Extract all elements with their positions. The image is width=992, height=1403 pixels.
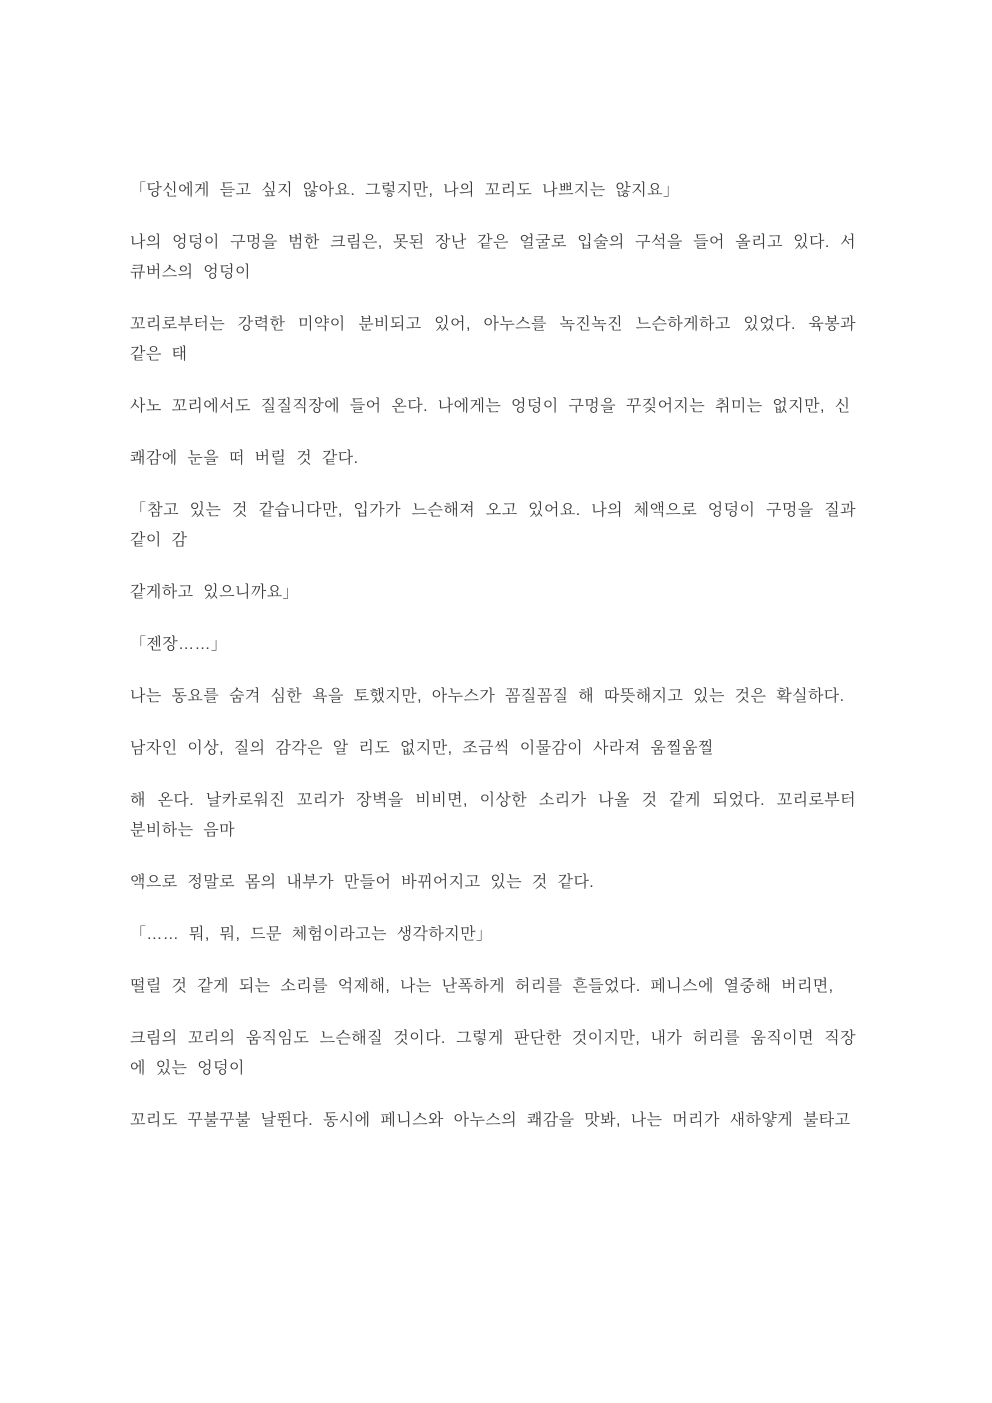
paragraph: 꼬리로부터는 강력한 미약이 분비되고 있어, 아누스를 녹진녹진 느슨하게하고 있었다. 육봉과 같은 태 <box>130 316 856 363</box>
paragraph: 떨릴 것 같게 되는 소리를 억제해, 나는 난폭하게 허리를 흔들었다. 페니스에 열중해 버리면, <box>130 978 834 995</box>
paragraph: 나의 엉덩이 구멍을 범한 크림은, 못된 장난 같은 얼굴로 입술의 구석을 들어 올리고 있다. 서큐버스의 엉덩이 <box>130 234 856 281</box>
paragraph: 나는 동요를 숨겨 심한 욕을 토했지만, 아누스가 꼼질꼼질 해 따뜻해지고 있는 것은 확실하다. <box>130 688 845 705</box>
paragraph: 사노 꼬리에서도 질질직장에 들어 온다. 나에게는 엉덩이 구멍을 꾸짖어지는 취미는 없지만, 신 <box>130 398 851 415</box>
paragraph: 액으로 정말로 몸의 내부가 만들어 바뀌어지고 있는 것 같다. <box>130 874 595 891</box>
paragraph: 「젠장……」 <box>130 636 228 653</box>
paragraph: 「당신에게 듣고 싶지 않아요. 그렇지만, 나의 꼬리도 나쁘지는 않지요」 <box>130 182 680 199</box>
paragraph: 「…… 뭐, 뭐, 드문 체험이라고는 생각하지만」 <box>130 926 493 943</box>
paragraph: 쾌감에 눈을 떠 버릴 것 같다. <box>130 450 359 467</box>
paragraph: 해 온다. 날카로워진 꼬리가 장벽을 비비면, 이상한 소리가 나올 것 같게 되었다. 꼬리로부터 분비하는 음마 <box>130 792 856 839</box>
paragraph: 꼬리도 꾸불꾸불 날뛴다. 동시에 페니스와 아누스의 쾌감을 맛봐, 나는 머리가 새하얗게 불타고 <box>130 1112 851 1129</box>
paragraph: 남자인 이상, 질의 감각은 알 리도 없지만, 조금씩 이물감이 사라져 움찔움찔 <box>130 740 714 757</box>
paragraph: 크림의 꼬리의 움직임도 느슨해질 것이다. 그렇게 판단한 것이지만, 내가 허리를 움직이면 직장에 있는 엉덩이 <box>130 1030 856 1077</box>
paragraph: 같게하고 있으니까요」 <box>130 584 299 601</box>
paragraph: 「참고 있는 것 같습니다만, 입가가 느슨해져 오고 있어요. 나의 체액으로 엉덩이 구멍을 질과 같이 감 <box>130 502 856 549</box>
